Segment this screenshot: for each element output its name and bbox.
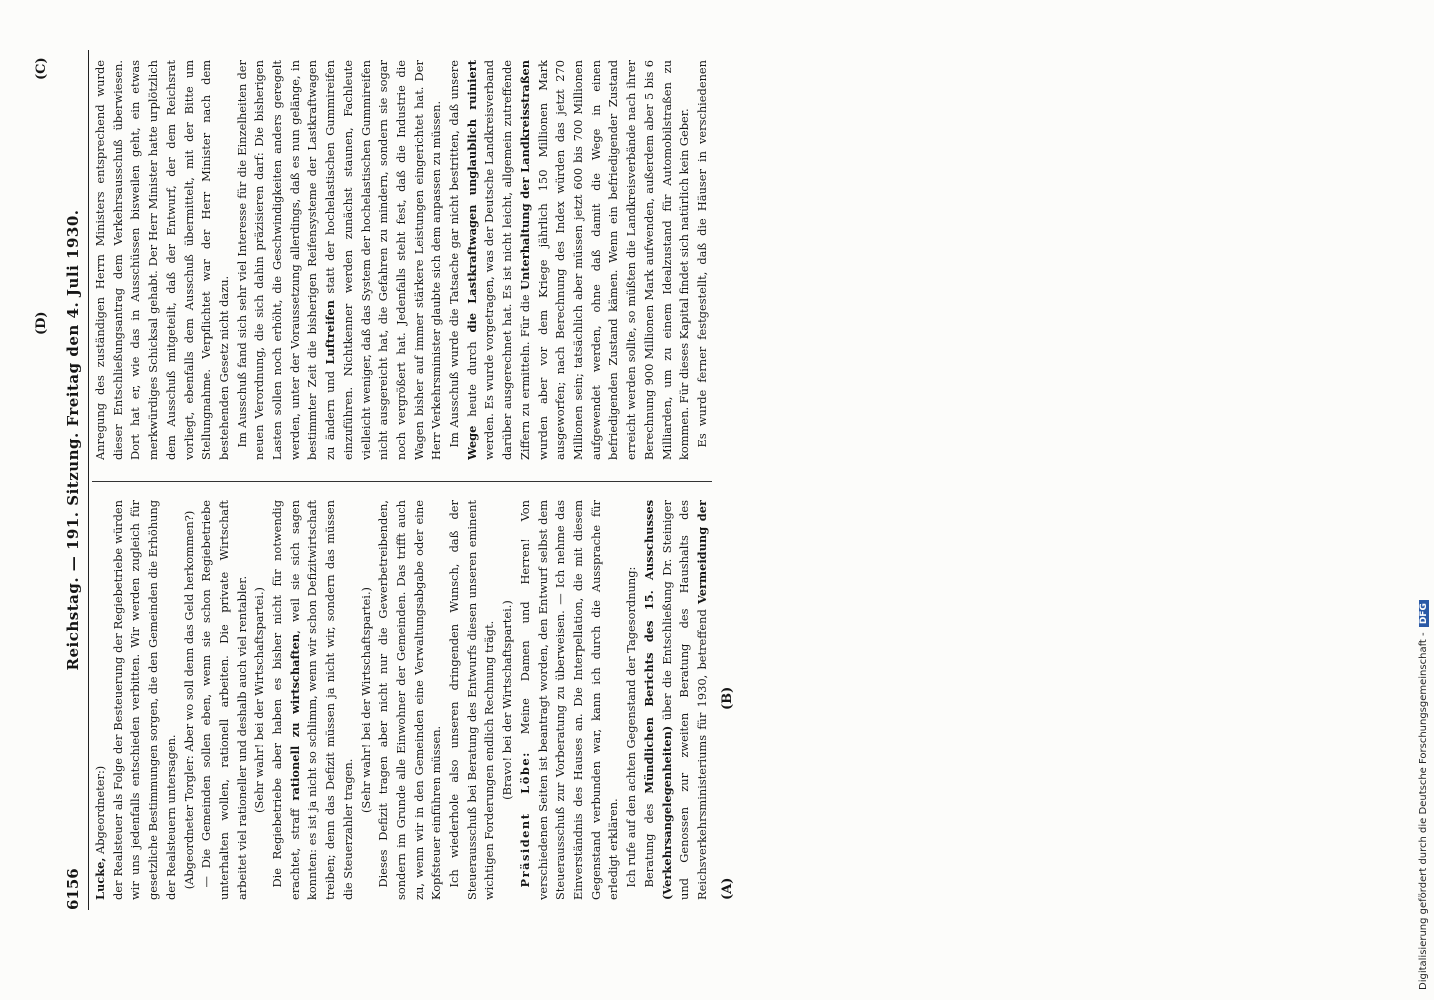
paragraph: Im Ausschuß wurde die Tatsache gar nicht bestritten, daß unsere Wege heute durch die Lastkraftwagen unglaublich ruiniert werden. Es wurde vorgetragen, was der Deutsche Landkreisverband darüber ausgerechnet hat. Es ist nicht leicht, allgemein zutreffende Ziffern zu ermitteln. Für die Unterhaltung der Landkreisstraßen wurden aber vor dem Kriege jährlich 150 Millionen Mark ausgeworfen; nach Berechnung des Index würden das jetzt 270 Millionen sein; tatsächlich aber müssen jetzt 600 bis 700 Millionen aufgewendet werden, ohne daß damit die Wege in einen befriedigenden Zustand kämen. Wenn ein befriedigender Zustand erreicht werden sollte, so müßten die Landkreisverbände nach ihrer Berechnung 900 Millionen Mark aufwenden, außerdem aber 5 bis 6 Milliarden, um zu einem Idealzustand für Automobilstraßen zu kommen. Für dieses Kapital findet sich natürlich kein Geber. (447, 60, 692, 460)
paragraph: — Die Gemeinden sollen eben, wenn sie schon Regiebetriebe unterhalten wollen, rationell arbeiten. Die private Wirtschaft arbeitet viel rationeller und deshalb auch viel rentabler. (199, 500, 249, 900)
left-column (92, 500, 712, 900)
paragraph: Ich rufe auf den achten Gegenstand der Tagesordnung: (624, 566, 639, 888)
paragraph: der Realsteuer als Folge der Besteuerung der Regiebetriebe würden wir uns jedenfalls entschieden verbitten. Wir werden zugleich für gesetzliche Bestimmungen sorgen, die den Gemeinden die Erhöhung der Realsteuern untersagen. (110, 500, 178, 900)
digitization-note: Digitalisierung gefördert durch die Deutsche Forschungsgemeinschaft - (1418, 632, 1429, 990)
paragraph: Die Regiebetriebe aber haben es bisher nicht für notwendig erachtet, straff rationell zu wirtschaften, weil sie sich sagen konnten: es ist ja nicht so schlimm, wenn wir schon Defizitwirtschaft treiben; denn das Defizit müssen ja nicht wir, sondern das müssen die Steuerzahler tragen. (270, 500, 355, 900)
margin-marker-d: (D) (34, 311, 49, 335)
page-header (58, 50, 88, 910)
paragraph: Lucke, Abgeordneter:) (93, 765, 107, 900)
header-rule (88, 50, 89, 910)
paragraph: Dieses Defizit tragen aber nicht nur die Gewerbetreibenden, sondern im Grunde alle Einwohner der Gemeinden. Das trifft auch zu, wenn wir in den Gemeinden eine Verwaltungsabgabe oder eine Kopfsteuer einführen müssen. (376, 500, 444, 900)
margin-marker-c: (C) (34, 57, 49, 80)
margin-marker-b: (B) (720, 686, 735, 710)
running-title: Reichstag. — 191. Sitzung. Freitag den 4. Juli 1930. (64, 209, 82, 671)
paragraph: Anregung des zuständigen Herrn Ministers entsprechend wurde dieser Entschließungsantrag dem Verkehrsausschuß überwiesen. Dort hat er, wie das in Ausschüssen bisweilen geht, ein etwas merkwürdiges Schicksal gehabt. Der Herr Minister hatte urplötzlich dem Ausschuß mitgeteilt, daß der Entwurf, der dem Reichsrat vorliegt, ebenfalls dem Ausschuß übermittelt, mit der Bitte um Stellungnahme. Verpflichtet war der Herr Minister nach dem bestehenden Gesetz nicht dazu. (93, 60, 231, 460)
paragraph: Präsident Löbe: Meine Damen und Herren! Von verschiedenen Seiten ist beantragt worden, den Entwurf selbst dem Steuerausschuß zur Vorberatung zu überweisen. — Ich nehme das Einverständnis des Hauses an. Die Interpellation, die mit diesem Gegenstand verbunden war, kann ich durch die Aussprache für erledigt erklären. (517, 500, 621, 900)
interjection: (Bravo! bei der Wirtschaftspartei.) (500, 600, 515, 800)
rotated-page-content (34, 50, 758, 910)
paragraph: Es wurde ferner festgestellt, daß die Häuser in verschiedenen (694, 60, 709, 448)
interjection: (Sehr wahr! bei der Wirtschaftspartei.) (358, 586, 373, 814)
margin-marker-a: (A) (720, 877, 735, 900)
paragraph: Ich wiederhole also unseren dringenden Wunsch, daß der Steuerausschuß bei Beratung des Entwurfs diesen unseren eminent wichtigen Forderungen endlich Rechnung trägt. (447, 500, 497, 900)
interjection: (Abgeordneter Torgler: Aber wo soll denn das Geld herkommen?) (181, 510, 196, 890)
page-number: 6156 (64, 868, 82, 910)
digitization-credit (1418, 10, 1434, 990)
dfg-logo: DFG (1419, 600, 1429, 627)
paragraph: Beratung des Mündlichen Berichts des 15. Ausschusses (Verkehrsangelegenheiten) über die Entschließung Dr. Steiniger und Genossen zur zweiten Beratung des Haushalts des Reichsverkehrsministeriums für 1930, betreffend Vermeidung der (641, 500, 709, 900)
column-divider (92, 481, 712, 482)
right-column (92, 60, 712, 460)
interjection: (Sehr wahr! bei der Wirtschaftspartei.) (252, 586, 267, 814)
paragraph: Im Ausschuß fand sich sehr viel Interesse für die Einzelheiten der neuen Verordnung, die sich dahin präzisieren darf: Die bisherigen Lasten sollen noch erhöht, die Geschwindigkeiten anders geregelt werden, unter der Voraussetzung allerdings, daß es nun gelänge, in bestimmter Zeit die bisherigen Reifensysteme der Lastkraftwagen zu ändern und Luftreifen statt der hochelastischen Gummireifen einzuführen. Nichtkenner werden zunächst staunen, Fachleute vielleicht weniger, daß das System der hochelastischen Gummireifen nicht ausgereicht hat, die Gefahren zu mindern, sondern sie sogar noch vergrößert hat. Jedenfalls steht fest, daß die Industrie die Wagen bisher auf immer stärkere Leistungen eingerichtet hat. Der Herr Verkehrsminister glaubte sich dem anpassen zu müssen. (234, 60, 444, 460)
